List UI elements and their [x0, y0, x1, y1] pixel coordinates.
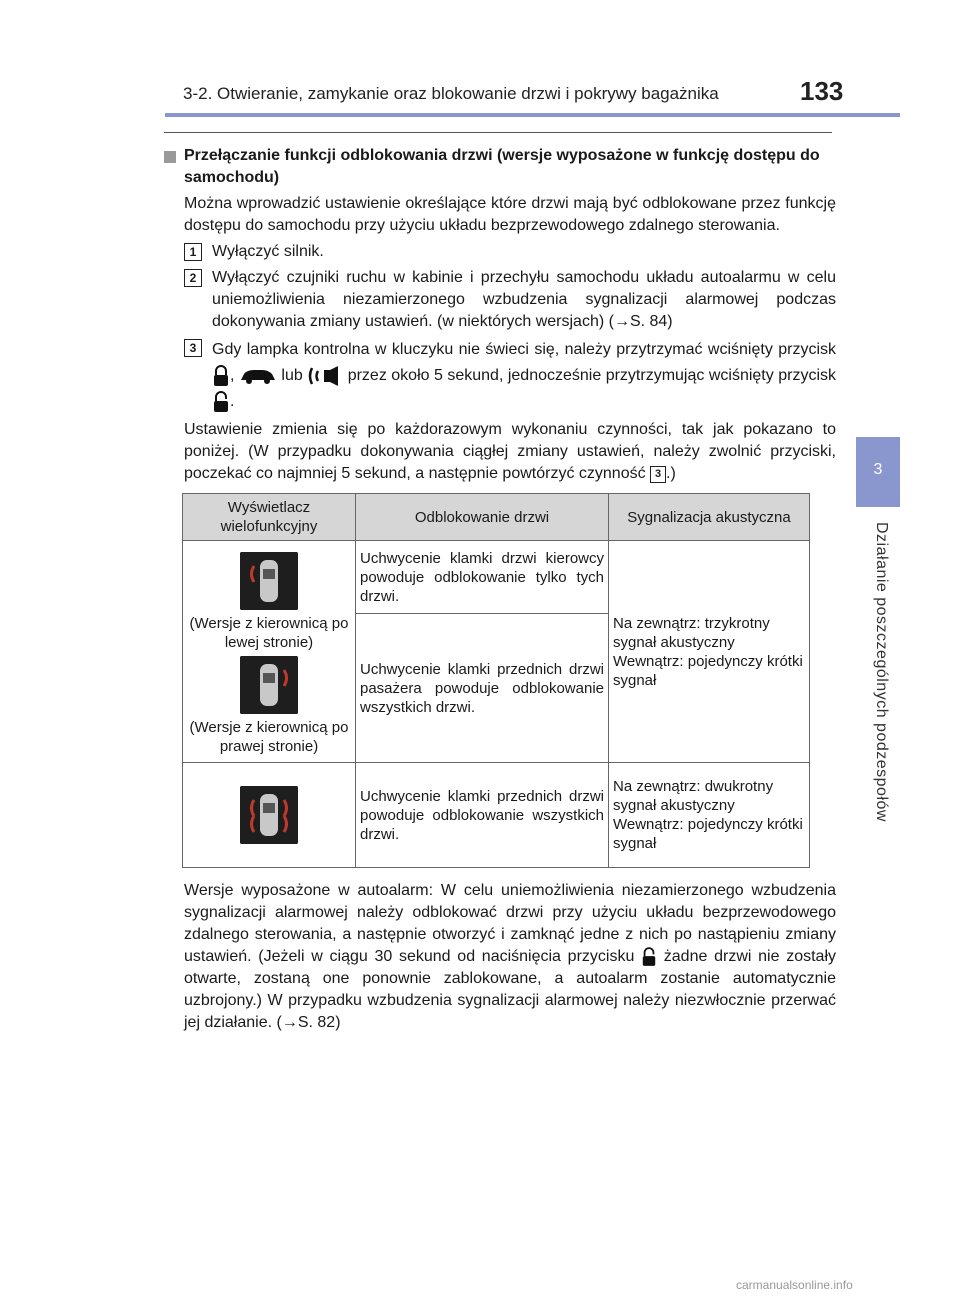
unlock-icon	[641, 947, 657, 967]
display-all-doors-icon	[240, 786, 298, 844]
step-text: ,	[230, 367, 235, 384]
watermark: carmanualsonline.info	[736, 1278, 853, 1292]
step-text: przez około 5 sekund, jednocześnie przytrzymując wciśnięty przycisk	[347, 367, 836, 384]
unlock-cell: Uchwycenie klamki przednich drzwi powoduje odblokowanie wszystkich drzwi.	[356, 763, 609, 868]
step-text: lub	[281, 367, 303, 384]
chapter-label: Działanie poszczególnych podzespołów	[873, 522, 890, 822]
step-3	[184, 337, 836, 415]
sound-cell: Na zewnątrz: dwukrotny sygnał akustyczny Wewnątrz: pojedynczy krótki sygnał	[609, 763, 810, 868]
chapter-tab-number: 3	[873, 461, 883, 478]
page-number: 133	[800, 76, 844, 106]
header-rule	[165, 113, 900, 117]
display-driver-door-icon	[240, 552, 298, 610]
lock-icon	[212, 365, 230, 387]
table-row	[183, 541, 810, 614]
unlock-cell: Uchwycenie klamki drzwi kierowcy powoduje odblokowanie tylko tych drzwi.	[356, 541, 609, 614]
section-bullet-icon	[164, 151, 176, 163]
section-rule	[164, 132, 832, 133]
step-number: 1	[184, 243, 202, 261]
chapter-tab	[856, 437, 900, 507]
closing-text: Wersje wyposażone w autoalarm: W celu uniemożliwienia niezamierzonego wzbudzenia sygnalizacji alarmowej należy odblokować drzwi przy użyciu układu bezprzewodowego zdalnego sterowania, a następnie otworzyć i zamknąć jedne z nich po nastąpieniu zmiany ustawień. (Jeżeli w ciągu 30 sekund od naciśnięcia przycisku	[184, 882, 836, 965]
section-heading	[164, 145, 836, 189]
column-header: Odblokowanie drzwi	[356, 494, 609, 541]
after-steps-text: .)	[666, 465, 676, 482]
display-cell	[183, 763, 356, 868]
step-text: Wyłączyć czujniki ruchu w kabinie i przechyłu samochodu układu autoalarmu w celu uniemożliwienia niezamierzonego wzbudzenia sygnalizacji alarmowej podczas dokonywania zmiany ustawień. (w niektórych wersjach) (→S. 84)	[212, 269, 836, 330]
after-steps-text: Ustawienie zmienia się po każdorazowym wykonaniu czynności, tak jak pokazano to poniżej. (W przypadku dokonywania ciągłej zmiany ustawień, należy zwolnić przyciski, poczekać co najmniej 5 sekund, a następnie powtórzyć czynność	[184, 421, 836, 482]
closing-paragraph	[184, 880, 836, 1034]
closing-text: żadne drzwi nie zostały otwarte, zostaną one ponownie zablokowane, a autoalarm zostanie automatycznie uzbrojony.) W przypadku wzbudzenia sygnalizacji alarmowej należy niezwłocznie przerwać jej działanie. (→S. 82)	[184, 948, 836, 1031]
section-intro: Można wprowadzić ustawienie określające które drzwi mają być odblokowane przez funkcję dostępu do samochodu przy użyciu układu bezprzewodowego zdalnego sterowania.	[184, 195, 836, 234]
step-ref: 3	[650, 466, 666, 483]
content	[164, 145, 836, 1038]
settings-table	[182, 493, 810, 868]
column-header: Sygnalizacja akustyczna	[609, 494, 810, 541]
unlock-cell: Uchwycenie klamki przednich drzwi pasażera powoduje odblokowanie wszystkich drzwi.	[356, 614, 609, 763]
panic-icon	[307, 365, 343, 387]
display-driver-door-icon	[240, 656, 298, 714]
display-cell	[183, 541, 356, 763]
step-text: Gdy lampka kontrolna w kluczyku nie świeci się, należy przytrzymać wciśnięty przycisk	[212, 341, 836, 358]
running-header: 3-2. Otwieranie, zamykanie oraz blokowanie drzwi i pokrywy bagażnika	[183, 84, 719, 103]
table-header-row	[183, 494, 810, 541]
unlock-icon	[212, 391, 230, 413]
table-row	[183, 763, 810, 868]
step-text: .	[230, 393, 235, 410]
display-caption: (Wersje z kierownicą po lewej stronie)	[189, 614, 349, 651]
step-number: 3	[184, 339, 202, 357]
step-2	[184, 267, 836, 333]
after-steps	[184, 419, 836, 485]
car-icon	[239, 367, 277, 385]
display-caption: (Wersje z kierownicą po prawej stronie)	[189, 718, 349, 755]
step-1	[184, 241, 836, 263]
sound-cell: Na zewnątrz: trzykrotny sygnał akustyczny Wewnątrz: pojedynczy krótki sygnał	[609, 541, 810, 763]
step-text: Wyłączyć silnik.	[212, 243, 324, 260]
step-number: 2	[184, 269, 202, 287]
column-header: Wyświetlacz wielofunkcyjny	[183, 494, 356, 541]
section-title: Przełączanie funkcji odblokowania drzwi (wersje wyposażone w funkcję dostępu do samochodu)	[184, 147, 820, 186]
